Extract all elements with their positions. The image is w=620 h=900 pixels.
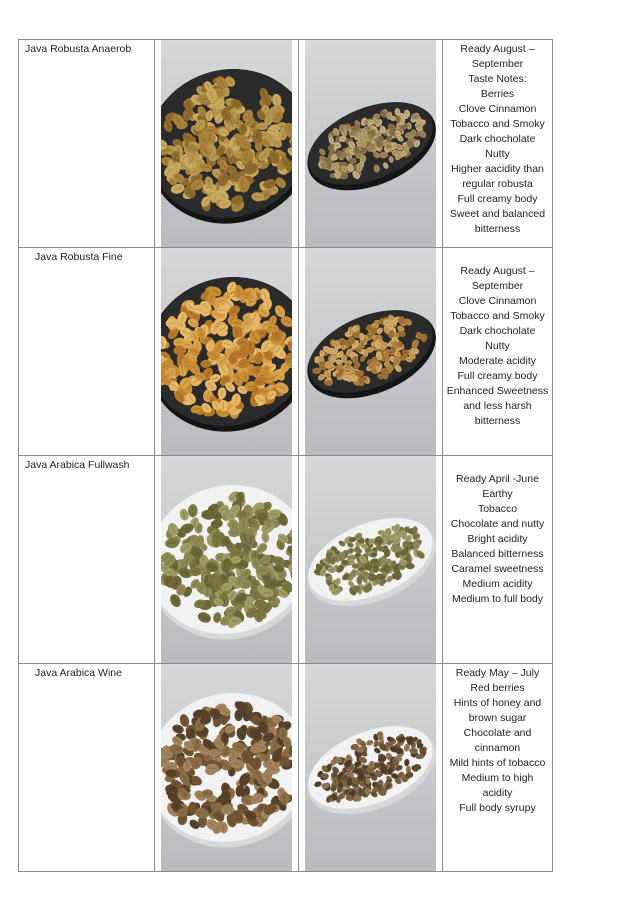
note-line: and less harsh (463, 400, 532, 412)
note-line: Full creamy body (457, 193, 538, 205)
note-line: Hints of honey and (453, 697, 542, 709)
closeup-photo-cell (155, 248, 299, 456)
note-line: Ready August – (460, 43, 535, 55)
tray-photo (305, 456, 436, 663)
taste-notes-cell (443, 248, 553, 456)
tray-photo-cell (299, 664, 443, 872)
note-line: September (471, 280, 524, 292)
note-line: Tobacco and Smoky (450, 310, 545, 322)
note-line: Earthy (482, 488, 513, 500)
product-row (19, 40, 553, 248)
note-line: Higher aacidity than (451, 163, 544, 175)
closeup-photo (161, 456, 292, 663)
tray-photo (305, 40, 436, 247)
note-line: Mild hints of tobacco (449, 757, 546, 769)
coffee-product-table (18, 39, 553, 872)
note-line: Tobacco and Smoky (450, 118, 545, 130)
product-name: Java Arabica Fullwash (25, 459, 130, 471)
note-line: acidity (482, 787, 513, 799)
product-name-cell (19, 664, 155, 872)
product-name: Java Robusta Fine (35, 251, 123, 263)
note-line: brown sugar (468, 712, 527, 724)
taste-notes-cell (443, 40, 553, 248)
note-line: Dark chocholate (459, 133, 536, 145)
note-line: Clove Cinnamon (458, 103, 537, 115)
note-line: Moderate acidity (458, 355, 537, 367)
note-line: Taste Notes: (468, 73, 527, 85)
product-name-cell (19, 248, 155, 456)
product-row (19, 456, 553, 664)
note-line: Balanced bitterness (451, 548, 544, 560)
closeup-photo-cell (155, 40, 299, 248)
taste-notes-cell (443, 664, 553, 872)
note-line: bitterness (474, 223, 521, 235)
note-line: Full body syrupy (459, 802, 536, 814)
closeup-photo-cell (155, 664, 299, 872)
note-line: Enhanced Sweetness (446, 385, 549, 397)
closeup-photo (161, 664, 292, 871)
tray-photo-cell (299, 248, 443, 456)
note-line: Ready April -June (456, 473, 539, 485)
note-line: Ready May – July (455, 667, 540, 679)
note-line: Nutty (485, 148, 510, 160)
note-line: Sweet and balanced (449, 208, 546, 220)
note-line: Medium to high (461, 772, 534, 784)
note-line: Nutty (485, 340, 510, 352)
tray-photo (305, 664, 436, 871)
closeup-photo (161, 40, 292, 247)
taste-notes (443, 248, 552, 429)
note-line: regular robusta (462, 178, 533, 190)
tray-photo (305, 248, 436, 455)
closeup-photo-cell (155, 456, 299, 664)
product-name-cell (19, 40, 155, 248)
product-name: Java Arabica Wine (35, 667, 122, 679)
note-line: Clove Cinnamon (458, 295, 537, 307)
taste-notes (443, 664, 552, 816)
note-line: cinnamon (474, 742, 521, 754)
note-line: Ready August – (460, 265, 535, 277)
note-line: Chocolate and (463, 727, 532, 739)
taste-notes-cell (443, 456, 553, 664)
note-line: Caramel sweetness (451, 563, 544, 575)
tray-photo-cell (299, 456, 443, 664)
note-line: Dark chocholate (459, 325, 536, 337)
note-line: Full creamy body (457, 370, 538, 382)
note-line: September (471, 58, 524, 70)
note-line: Bright acidity (467, 533, 528, 545)
product-name: Java Robusta Anaerob (25, 43, 132, 55)
taste-notes (443, 456, 552, 607)
product-row (19, 664, 553, 872)
note-line: Medium to full body (451, 593, 544, 605)
taste-notes (443, 40, 552, 237)
tray-photo-cell (299, 40, 443, 248)
product-row (19, 248, 553, 456)
note-line: Red berries (470, 682, 525, 694)
note-line: Berries (480, 88, 515, 100)
note-line: bitterness (474, 415, 521, 427)
closeup-photo (161, 248, 292, 455)
note-line: Tobacco (477, 503, 518, 515)
note-line: Medium acidity (462, 578, 533, 590)
note-line: Chocolate and nutty (450, 518, 545, 530)
product-name-cell (19, 456, 155, 664)
